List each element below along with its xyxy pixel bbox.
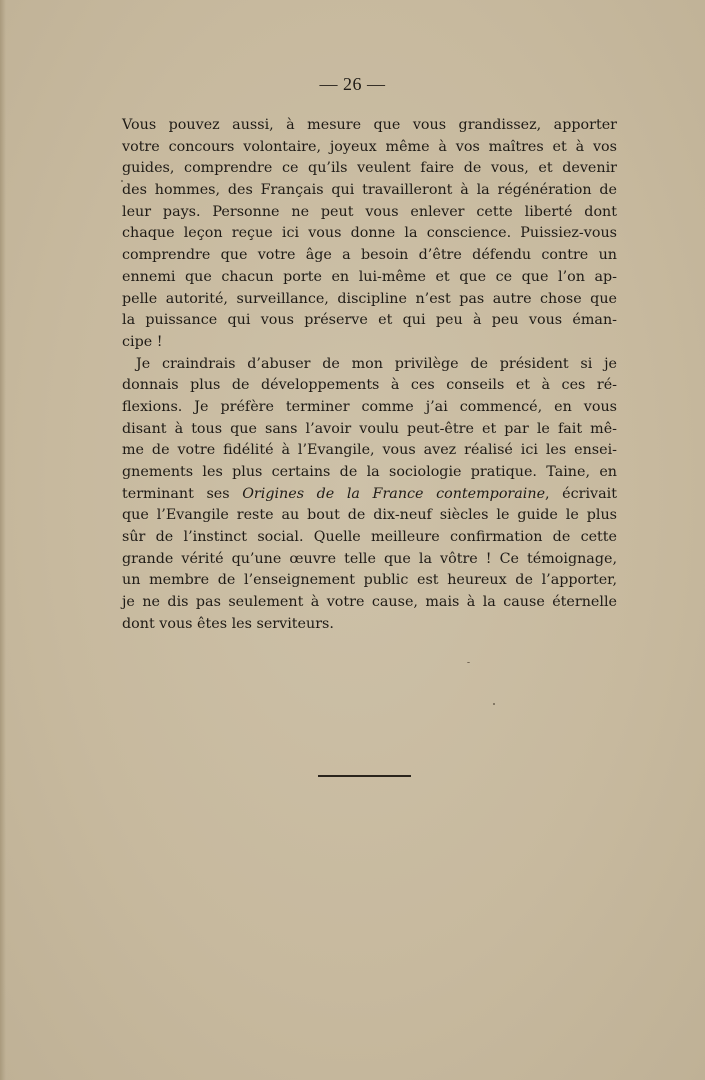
- text-line: dont vous êtes les serviteurs.: [122, 615, 334, 632]
- text-line: Je craindrais d’abuser de mon privilège de président si je: [136, 355, 617, 372]
- text-line: comprendre que votre âge a besoin d’être défendu contre un: [122, 247, 617, 264]
- text-line: des hommes, des Français qui travailleront à la régénération de: [122, 182, 617, 199]
- text-line: je ne dis pas seulement à votre cause, mais à la cause éternelle: [122, 594, 617, 611]
- text-line: flexions. Je préfère terminer comme j’ai commencé, en vous: [122, 398, 617, 415]
- page-number: — 26 —: [319, 74, 386, 94]
- ink-speck: [121, 180, 123, 182]
- text-line: la puissance qui vous préserve et qui peu à peu vous éman-: [122, 312, 617, 329]
- text-line: [122, 484, 617, 506]
- ink-speck: [493, 703, 495, 705]
- text-line: chaque leçon reçue ici vous donne la conscience. Puissiez-vous: [122, 225, 617, 242]
- text-segment: terminant ses: [122, 485, 243, 502]
- text-line: grande vérité qu’une œuvre telle que la vôtre ! Ce témoignage,: [122, 550, 617, 567]
- text-line: gnements les plus certains de la sociologie pratique. Taine, en: [122, 464, 617, 480]
- ink-speck: [467, 662, 470, 663]
- text-line: leur pays. Personne ne peut vous enlever cette liberté dont: [122, 203, 617, 220]
- page-edge-shadow: [0, 0, 6, 1080]
- text-line: disant à tous que sans l’avoir voulu peut-être et par le fait mê-: [122, 420, 617, 437]
- text-line: ennemi que chacun porte en lui-même et que ce que l’on ap-: [122, 268, 617, 285]
- book-title: Origines de la France contemporaine: [242, 485, 546, 502]
- text-segment: , écrivait: [545, 485, 617, 502]
- body-text: [122, 115, 617, 636]
- text-line: un membre de l’enseignement public est heureux de l’apporter,: [122, 572, 617, 589]
- text-line: donnais plus de développements à ces conseils et à ces ré-: [122, 377, 617, 394]
- text-line: votre concours volontaire, joyeux même à vos maîtres et à vos: [122, 138, 617, 155]
- text-line: sûr de l’instinct social. Quelle meilleure confirmation de cette: [122, 529, 617, 546]
- text-line: me de votre fidélité à l’Evangile, vous avez réalisé ici les ensei-: [122, 442, 617, 459]
- text-line: cipe !: [122, 333, 163, 350]
- text-line: Vous pouvez aussi, à mesure que vous grandissez, apporter: [122, 117, 617, 133]
- text-line: pelle autorité, surveillance, discipline n’est pas autre chose que: [122, 290, 617, 307]
- end-rule: [318, 775, 411, 777]
- text-line: guides, comprendre ce qu’ils veulent faire de vous, et devenir: [122, 160, 617, 177]
- text-line: que l’Evangile reste au bout de dix-neuf siècles le guide le plus: [122, 507, 617, 524]
